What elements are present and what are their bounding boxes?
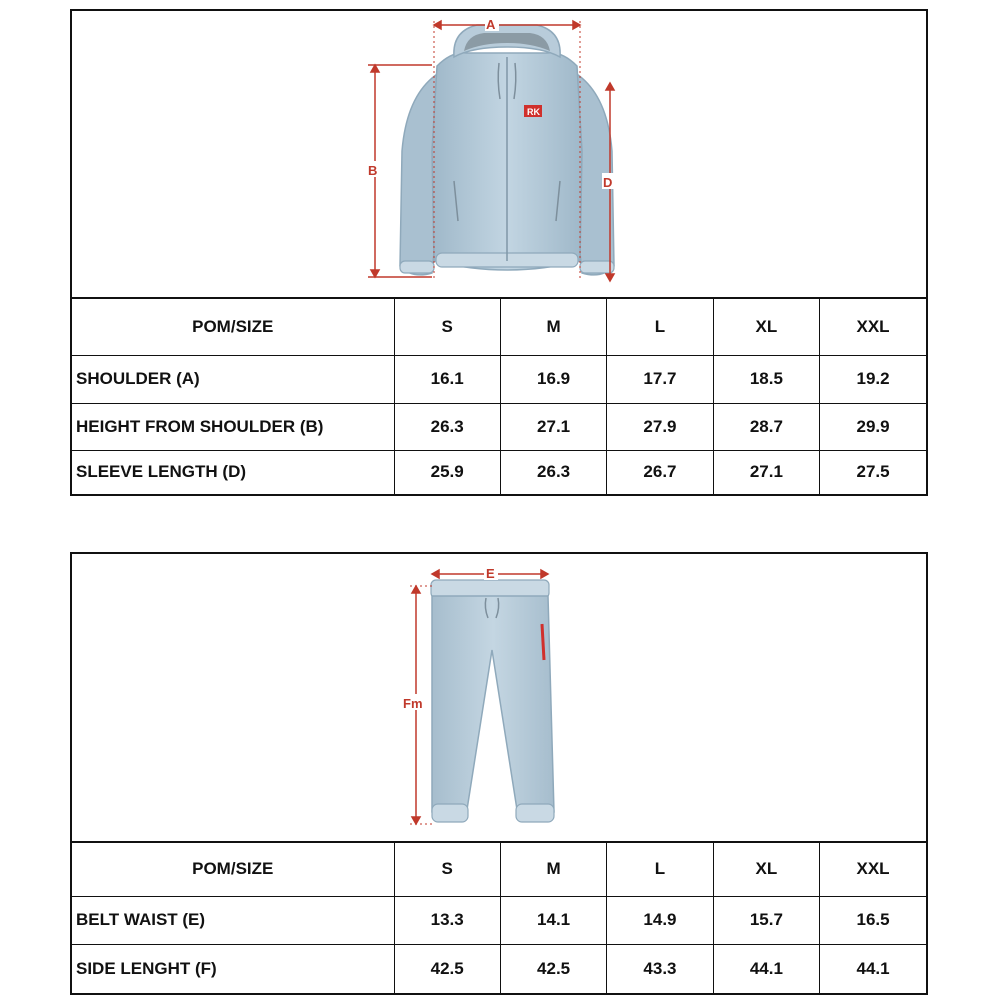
header-size-l: L [607, 843, 713, 896]
size-value: 27.9 [607, 403, 713, 450]
pom-label: SIDE LENGHT (F) [72, 944, 394, 993]
header-size-s: S [394, 299, 500, 355]
header-pom-size: POM/SIZE [72, 843, 394, 896]
size-value: 26.3 [394, 403, 500, 450]
size-value: 42.5 [394, 944, 500, 993]
pants-pocket-trim [542, 624, 544, 660]
header-size-xl: XL [713, 843, 819, 896]
measure-a-label: A [486, 17, 496, 32]
header-pom-size: POM/SIZE [72, 299, 394, 355]
header-size-l: L [607, 299, 713, 355]
size-value: 17.7 [607, 355, 713, 403]
table-row [72, 944, 926, 993]
size-value: 44.1 [713, 944, 819, 993]
table-row [72, 355, 926, 403]
header-size-s: S [394, 843, 500, 896]
measure-d-label: D [603, 175, 613, 190]
pants-drawing [72, 554, 926, 843]
header-size-m: M [500, 299, 606, 355]
size-value: 16.5 [820, 896, 926, 944]
size-value: 25.9 [394, 450, 500, 494]
measure-f-label: Fm [403, 696, 423, 711]
header-size-xxl: XXL [820, 299, 926, 355]
pom-label: SLEEVE LENGTH (D) [72, 450, 394, 494]
size-value: 29.9 [820, 403, 926, 450]
hoodie-drawing [72, 11, 926, 299]
table-row [72, 896, 926, 944]
size-value: 13.3 [394, 896, 500, 944]
measure-b-label: B [368, 163, 378, 178]
table-header-row [72, 299, 926, 355]
size-value: 43.3 [607, 944, 713, 993]
pants-illustration [72, 554, 926, 843]
pom-label: BELT WAIST (E) [72, 896, 394, 944]
pants-legs [432, 596, 554, 816]
hoodie-logo-text: RK [527, 107, 540, 117]
hoodie-size-table [72, 299, 926, 494]
pants-size-chart [70, 552, 928, 995]
pom-label: SHOULDER (A) [72, 355, 394, 403]
pom-label: HEIGHT FROM SHOULDER (B) [72, 403, 394, 450]
size-value: 14.1 [500, 896, 606, 944]
pants-size-table [72, 843, 926, 993]
hoodie-size-chart [70, 9, 928, 496]
table-row [72, 450, 926, 494]
header-size-m: M [500, 843, 606, 896]
header-size-xxl: XXL [820, 843, 926, 896]
size-value: 16.1 [394, 355, 500, 403]
size-value: 14.9 [607, 896, 713, 944]
header-size-xl: XL [713, 299, 819, 355]
size-value: 16.9 [500, 355, 606, 403]
hoodie-illustration [72, 11, 926, 299]
size-value: 44.1 [820, 944, 926, 993]
table-header-row [72, 843, 926, 896]
size-value: 15.7 [713, 896, 819, 944]
measure-e-label: E [486, 566, 495, 581]
size-value: 27.5 [820, 450, 926, 494]
size-value: 27.1 [713, 450, 819, 494]
size-value: 28.7 [713, 403, 819, 450]
size-value: 42.5 [500, 944, 606, 993]
table-row [72, 403, 926, 450]
size-value: 18.5 [713, 355, 819, 403]
size-value: 26.7 [607, 450, 713, 494]
size-value: 19.2 [820, 355, 926, 403]
size-value: 26.3 [500, 450, 606, 494]
size-value: 27.1 [500, 403, 606, 450]
